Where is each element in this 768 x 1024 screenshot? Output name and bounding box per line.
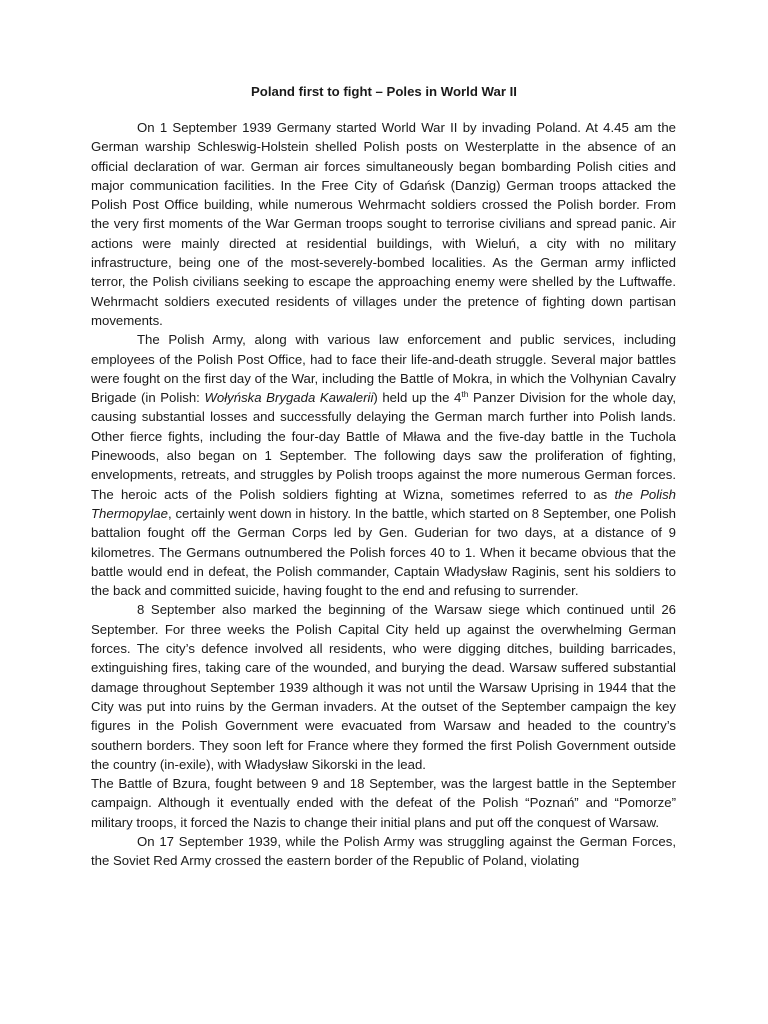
paragraph (91, 832, 676, 871)
paragraph (91, 330, 676, 600)
paragraph-text: The Polish Army, along with various law enforcement and public services, including employees of the Polish Post Office, had to face their life-and-death struggle. Several major battles were fought on the first day of the War, including the Battle of Mokra, in which the Volhynian Cavalry Brigade (in Polish: (91, 332, 676, 406)
italic-text: Wołyńska Brygada Kawalerii (204, 390, 374, 406)
paragraph-text: On 1 September 1939 Germany started World War II by invading Poland. At 4.45 am the German warship Schleswig-Holstein shelled Polish posts on Westerplatte in the absence of an official declaration of war. German air forces simultaneously began bombarding Polish cities and major communication facilities. In the Free City of Gdańsk (Danzig) German troops attacked the Polish Post Office building, while numerous Wehrmacht soldiers crossed the Polish border. From the very first moments of the War German troops sought to terrorise civilians and spread panic. Air actions were mainly directed at residential buildings, with Wieluń, a city with no military infrastructure, being one of the most-severely-bombed localities. As the German army inflicted terror, the Polish civilians seeking to escape the approaching enemy were shelled by the Luftwaffe. Wehrmacht soldiers executed residents of villages under the pretence of fighting down partisan movements. (91, 120, 676, 328)
paragraph (91, 118, 676, 330)
document-title: Poland first to fight – Poles in World War II (251, 84, 517, 99)
paragraph-text: ) held up the 4 (373, 390, 462, 406)
paragraph-text: , certainly went down in history. In the battle, which started on 8 September, one Polish battalion fought off the German Corps led by Gen. Guderian for two days, at a distance of 9 kilometres. The Germans outnumbered the Polish forces 40 to 1. When it became obvious that the battle would end in defeat, the Polish commander, Captain Władysław Raginis, sent his soldiers to the back and committed suicide, having fought to the end and refusing to surrender. (91, 505, 676, 599)
document-body (91, 118, 676, 871)
paragraph-text: 8 September also marked the beginning of the Warsaw siege which continued until 26 September. For three weeks the Polish Capital City held up against the overwhelming German forces. The city’s defence involved all residents, who were digging ditches, building barricades, extinguishing fires, taking care of the wounded, and burying the dead. Warsaw suffered substantial damage throughout September 1939 although it was not until the Warsaw Uprising in 1944 that the City was put into ruins by the German invaders. At the outset of the September campaign the key figures in the Polish Government were evacuated from Warsaw and headed to the country’s southern borders. They soon left for France where they formed the first Polish Government outside the country (in-exile), with Władysław Sikorski in the lead. (91, 602, 676, 772)
paragraph-text: On 17 September 1939, while the Polish Army was struggling against the German Forces, the Soviet Red Army crossed the eastern border of the Republic of Poland, violating (91, 833, 676, 869)
paragraph (91, 600, 676, 774)
superscript-text: th (461, 389, 469, 400)
paragraph-text: Panzer Division for the whole day, causing substantial losses and successfully delaying the German march further into Polish lands. Other fierce fights, including the four-day Battle of Mława and the five-day battle in the Tuchola Pinewoods, also began on 1 September. The following days saw the proliferation of fighting, envelopments, retreats, and struggles by Polish troops against the more numerous German forces. The heroic acts of the Polish soldiers fighting at Wizna, sometimes referred to as (91, 390, 676, 502)
paragraph-text: The Battle of Bzura, fought between 9 and 18 September, was the largest battle in the September campaign. Although it eventually ended with the defeat of the Polish “Poznań” and “Pomorze” military troops, it forced the Nazis to change their initial plans and put off the conquest of Warsaw. (91, 776, 676, 830)
italic-text: the Polish Thermopylae (91, 486, 677, 521)
paragraph (91, 774, 676, 832)
